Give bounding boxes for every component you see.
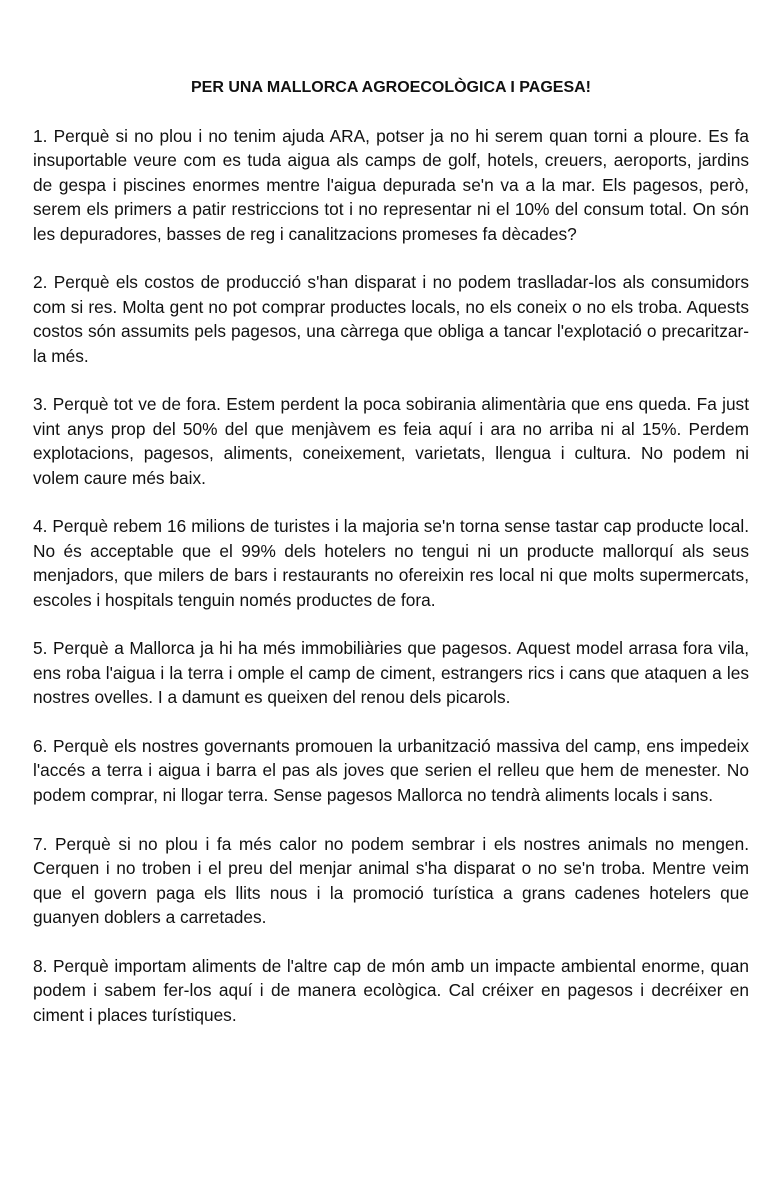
paragraph-7: 7. Perquè si no plou i fa més calor no podem sembrar i els nostres animals no mengen. Cerquen i no troben i el preu del menjar animal s'ha disparat o no se'n troba. Mentre veim que el govern paga els llits nous i la promoció turística a grans cadenes hotelers que guanyen doblers a carretades. [33, 833, 749, 927]
document-body [33, 124, 749, 1027]
paragraph-6: 6. Perquè els nostres governants promouen la urbanització massiva del camp, ens impedeix l'accés a terra i aigua i barra el pas als joves que serien el relleu que hem de menester. No podem comprar, ni llogar terra. Sense pagesos Mallorca no tendrà aliments locals i sans. [33, 736, 749, 805]
paragraph-3: 3. Perquè tot ve de fora. Estem perdent la poca sobirania alimentària que ens queda. Fa just vint anys prop del 50% del que menjàvem es feia aquí i ara no arriba ni al 15%. Perdem explotacions, pagesos, aliments, coneixement, varietats, llengua i cultura. No podem ni volem caure més baix. [33, 394, 749, 488]
paragraph-4: 4. Perquè rebem 16 milions de turistes i la majoria se'n torna sense tastar cap producte local. No és acceptable que el 99% dels hotelers no tengui ni un producte mallorquí als seus menjadors, que milers de bars i restaurants no ofereixin res local ni que molts supermercats, escoles i hospitals tenguin només productes de fora. [33, 516, 749, 610]
paragraph-1: 1. Perquè si no plou i no tenim ajuda ARA, potser ja no hi serem quan torni a ploure. Es fa insuportable veure com es tuda aigua als camps de golf, hotels, creuers, aeroports, jardins de gespa i piscines enormes mentre l'aigua depurada se'n va a la mar. Els pagesos, però, serem els primers a patir restriccions tot i no representar ni el 10% del consum total. On són les depuradores, basses de reg i canalitzacions promeses fa dècades? [33, 126, 749, 244]
document-title: PER UNA MALLORCA AGROECOLÒGICA I PAGESA! [191, 79, 591, 96]
paragraph-2: 2. Perquè els costos de producció s'han disparat i no podem traslladar-los als consumidors com si res. Molta gent no pot comprar productes locals, no els coneix o no els troba. Aquests costos són assumits pels pagesos, una càrrega que obliga a tancar l'explotació o precaritzar-la més. [33, 272, 749, 366]
paragraph-5: 5. Perquè a Mallorca ja hi ha més immobiliàries que pagesos. Aquest model arrasa fora vila, ens roba l'aigua i la terra i omple el camp de ciment, estrangers rics i cans que ataquen a les nostres ovelles. I a damunt es queixen del renou dels picarols. [33, 638, 749, 708]
paragraph-8: 8. Perquè importam aliments de l'altre cap de món amb un impacte ambiental enorme, quan podem i sabem fer-los aquí i de manera ecològica. Cal créixer en pagesos i decréixer en ciment i places turístiques. [33, 955, 749, 1025]
